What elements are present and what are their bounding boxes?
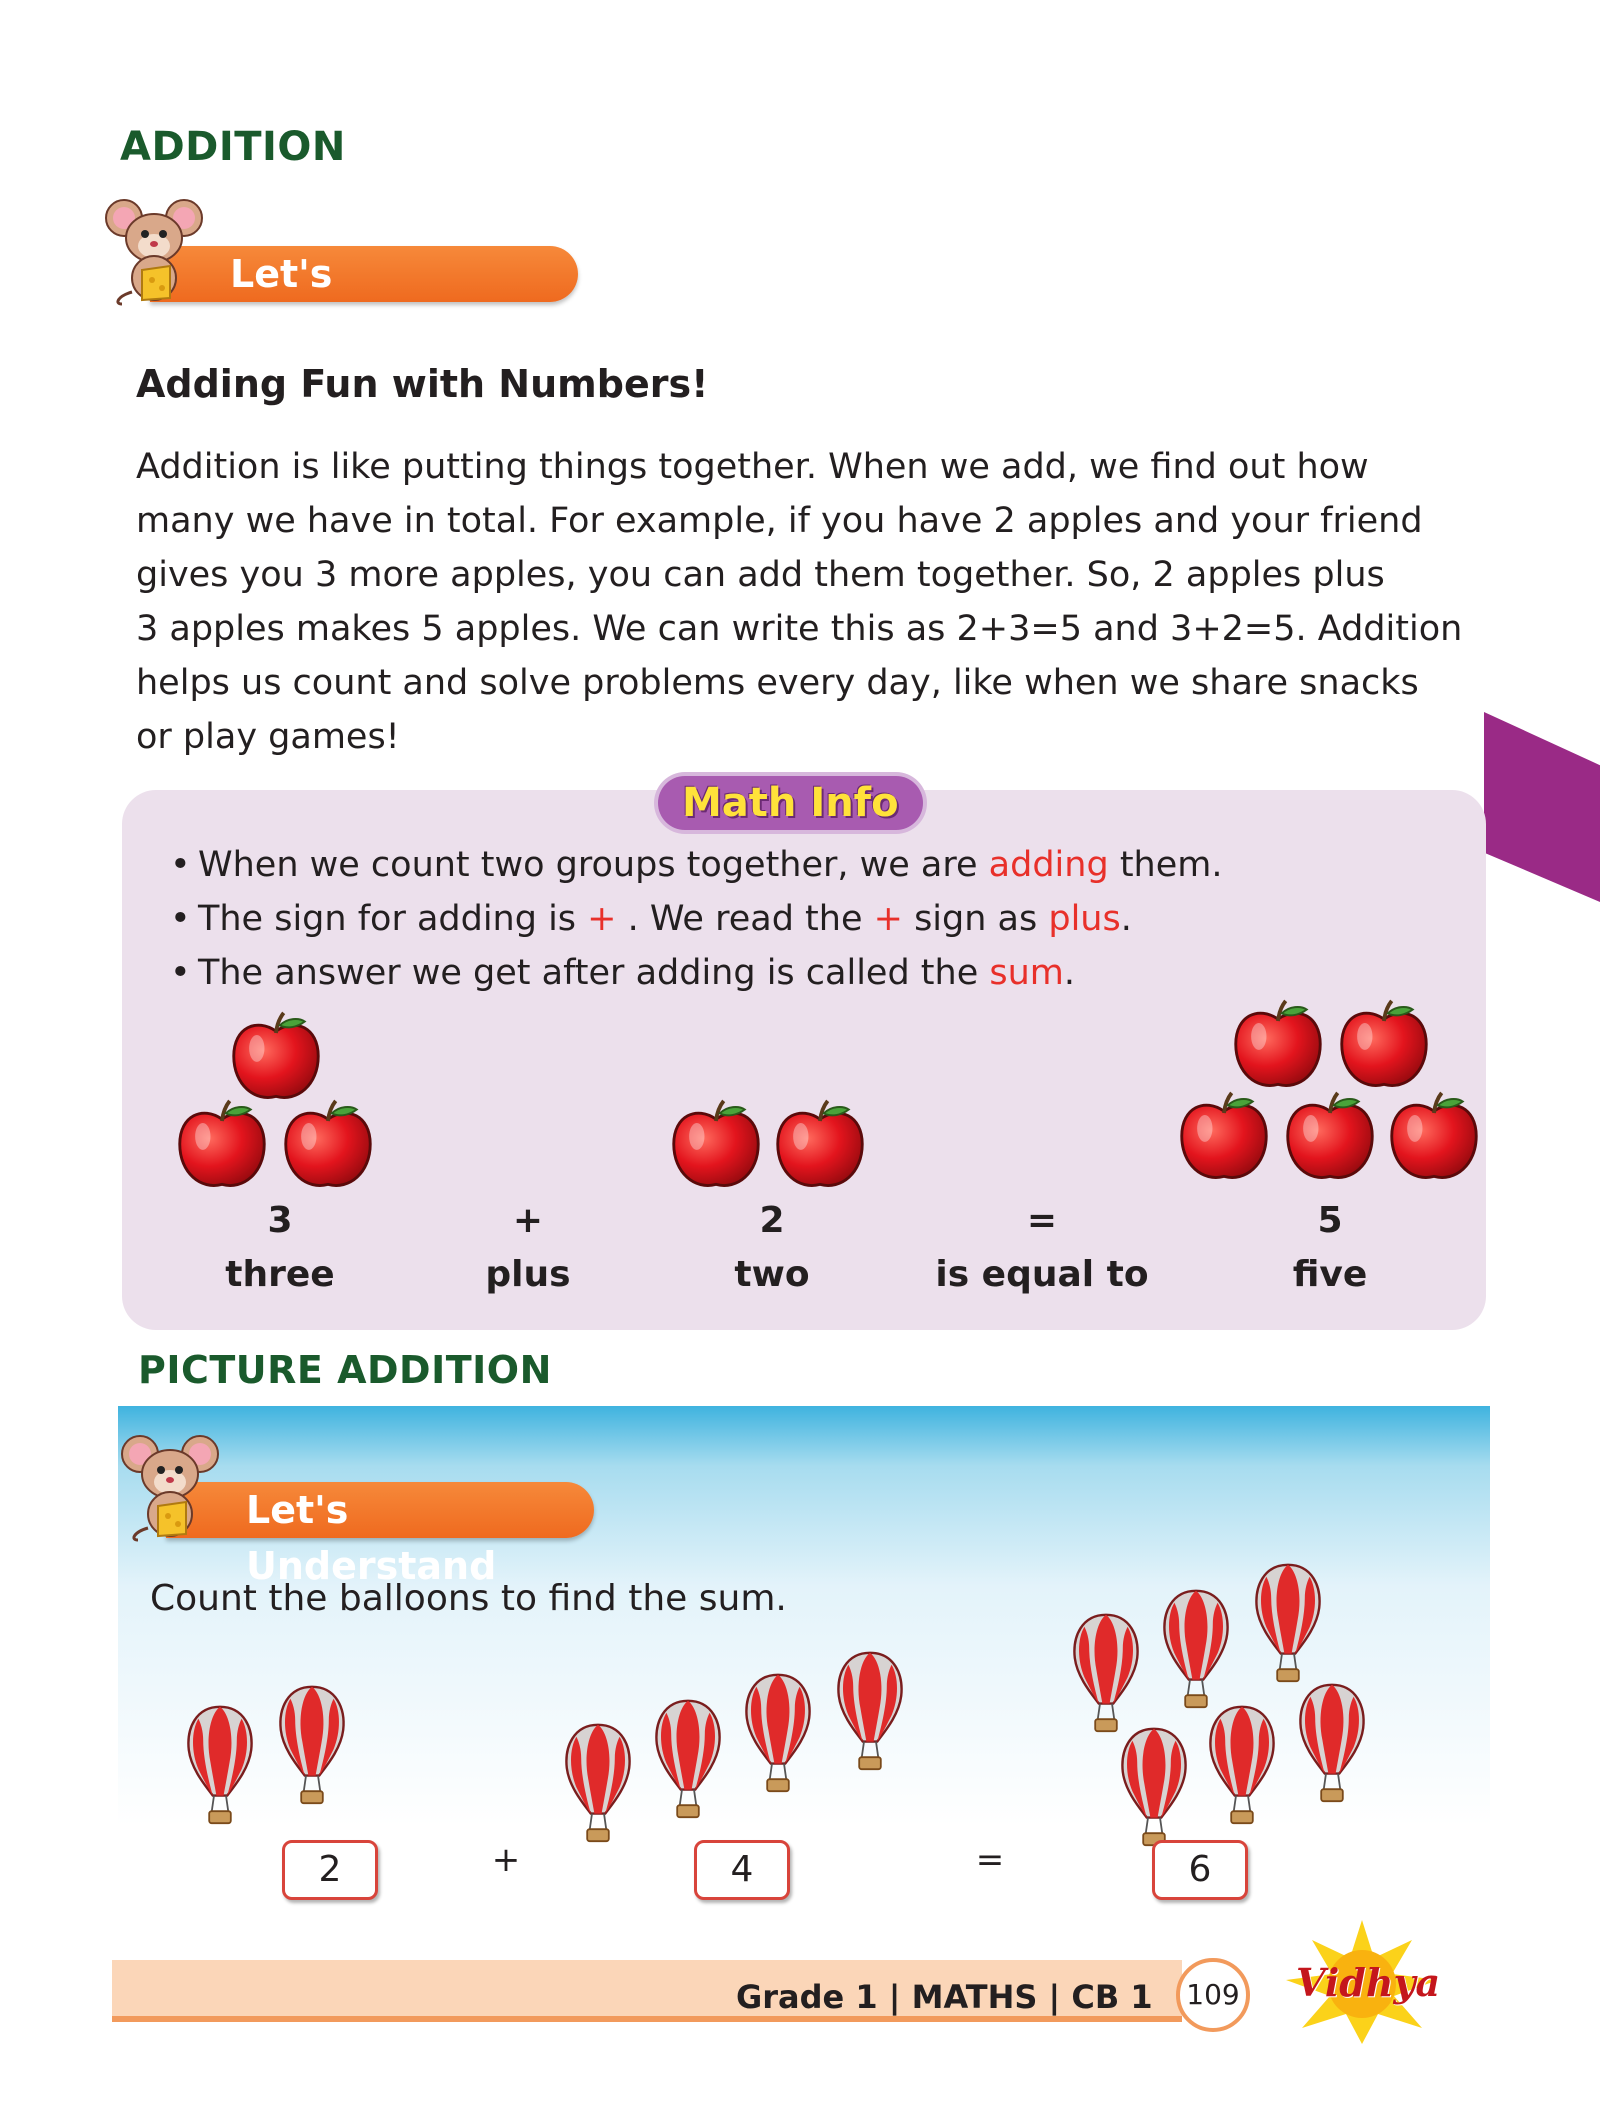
- eq-term-2: 2: [759, 1200, 785, 1241]
- apple-icon: [668, 1098, 764, 1194]
- eq-term-5: 5: [1317, 1200, 1343, 1241]
- eq-word-five: five: [1292, 1254, 1368, 1295]
- logo-text: Vidhya: [1296, 1960, 1441, 2005]
- picture-addition-title: PICTURE ADDITION: [138, 1348, 552, 1392]
- balloon-icon: [1206, 1702, 1278, 1834]
- page-title: ADDITION: [120, 124, 346, 170]
- apple-icon: [1282, 1090, 1378, 1186]
- balloon-icon: [1160, 1586, 1232, 1718]
- balloon-instruction: Count the balloons to find the sum.: [150, 1578, 787, 1619]
- intro-paragraph: [136, 440, 1536, 764]
- balloon-icon: [1118, 1724, 1190, 1856]
- balloon-icon: [276, 1682, 348, 1814]
- intro-line: gives you 3 more apples, you can add them together. So, 2 apples plus: [136, 555, 1385, 595]
- eq-word-two: two: [734, 1254, 810, 1295]
- balloon-icon: [184, 1702, 256, 1834]
- eq-word-equal: is equal to: [935, 1254, 1149, 1295]
- balloon-icon: [1070, 1610, 1142, 1742]
- page-number: 109: [1176, 1958, 1250, 2032]
- math-info-list: [164, 838, 1464, 1000]
- sum-box: 6: [1152, 1840, 1248, 1900]
- mouse-mascot-icon: [120, 1432, 220, 1542]
- info-bullet: • The sign for adding is + . We read the + sign as plus.: [164, 892, 1464, 946]
- apple-icon: [280, 1098, 376, 1194]
- apple-icon: [1176, 1090, 1272, 1186]
- balloon-icon: [1252, 1560, 1324, 1692]
- math-info-badge: Math Info: [658, 776, 923, 830]
- eq-plus-sign: +: [512, 1200, 544, 1241]
- addend-b-box: 4: [694, 1840, 790, 1900]
- info-bullet: • The answer we get after adding is called the sum.: [164, 946, 1464, 1000]
- intro-line: many we have in total. For example, if you have 2 apples and your friend: [136, 501, 1423, 541]
- lets-understand-banner: [166, 1482, 594, 1588]
- lets-understand-banner: [150, 246, 578, 352]
- balloon-icon: [652, 1696, 724, 1828]
- intro-heading: Adding Fun with Numbers!: [136, 362, 709, 406]
- balloon-icon: [742, 1670, 814, 1802]
- intro-line: Addition is like putting things together. When we add, we find out how: [136, 447, 1369, 487]
- plus-sign: +: [491, 1840, 521, 1880]
- addend-a-box: 2: [282, 1840, 378, 1900]
- intro-line: or play games!: [136, 717, 400, 757]
- eq-word-three: three: [225, 1254, 335, 1295]
- balloon-icon: [1296, 1680, 1368, 1812]
- apple-icon: [228, 1010, 324, 1106]
- intro-line: helps us count and solve problems every day, like when we share snacks: [136, 663, 1419, 703]
- intro-line: 3 apples makes 5 apples. We can write this as 2+3=5 and 3+2=5. Addition: [136, 609, 1463, 649]
- apple-icon: [1230, 998, 1326, 1094]
- eq-term-3: 3: [267, 1200, 293, 1241]
- mouse-mascot-icon: [104, 196, 204, 306]
- apple-icon: [772, 1098, 868, 1194]
- apple-icon: [1386, 1090, 1482, 1186]
- balloon-icon: [562, 1720, 634, 1852]
- footer-course: Grade 1 | MATHS | CB 1: [736, 1978, 1153, 2016]
- info-bullet: • When we count two groups together, we are adding them.: [164, 838, 1464, 892]
- balloon-icon: [834, 1648, 906, 1780]
- apple-icon: [1336, 998, 1432, 1094]
- equals-sign: =: [975, 1840, 1005, 1880]
- vidhya-logo: [1262, 1910, 1462, 2050]
- apple-icon: [174, 1098, 270, 1194]
- eq-equals-sign: =: [1026, 1200, 1058, 1241]
- page-edge-tab: [1484, 712, 1600, 902]
- banner-label: Let's Understand: [230, 252, 481, 352]
- eq-word-plus: plus: [485, 1254, 571, 1295]
- banner-label: Let's Understand: [246, 1488, 497, 1588]
